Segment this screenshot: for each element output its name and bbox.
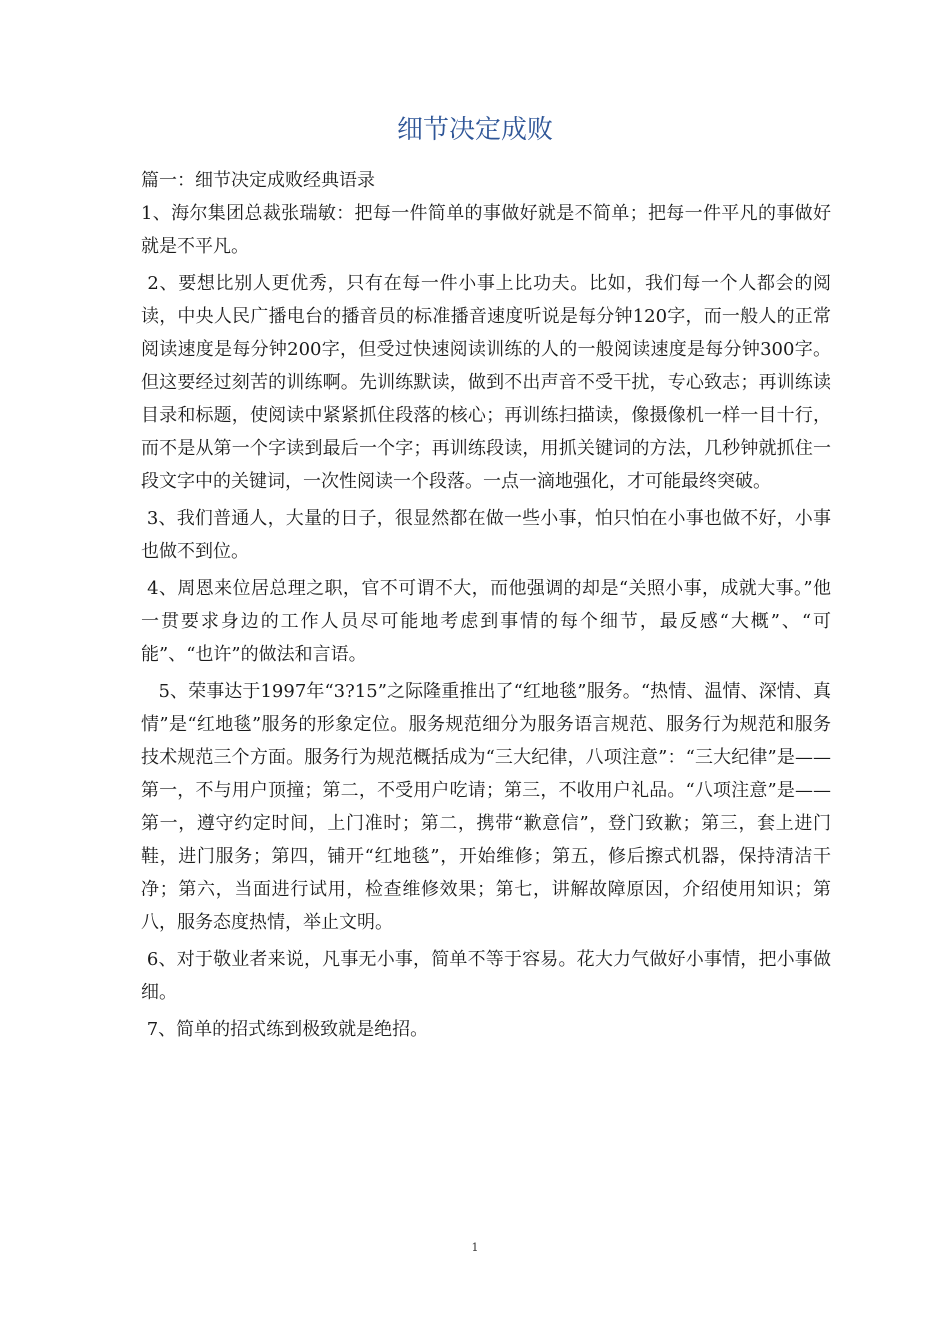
paragraph-6: 6、对于敬业者来说，凡事无小事，简单不等于容易。花大力气做好小事情，把小事做细。 (141, 949, 831, 1003)
subheading: 篇一：细节决定成败经典语录 (141, 170, 375, 191)
document-title: 细节决定成败 (396, 115, 553, 145)
page-number: 1 (471, 1241, 479, 1254)
document-body (141, 164, 831, 1046)
paragraph-2: 2、要想比别人更优秀，只有在每一件小事上比功夫。比如，我们每一个人都会的阅读，中央人民广播电台的播音员的标准播音速度听说是每分钟120字，而一般人的正常阅读速度是每分钟200字，但受过快速阅读训练的人的一般阅读速度是每分钟300字。但这要经过刻苦的训练啊。先训练默读，做到不出声音不受干扰，专心致志；再训练读目录和标题，使阅读中紧紧抓住段落的核心；再训练扫描读，像摄像机一样一目十行，而不是从第一个字读到最后一个字；再训练段读，用抓关键词的方法，几秒钟就抓住一段文字中的关键词，一次性阅读一个段落。一点一滴地强化，才可能最终突破。 (141, 273, 831, 492)
paragraph-7: 7、简单的招式练到极致就是绝招。 (141, 1019, 429, 1040)
paragraph-5: 5、荣事达于1997年“3?15”之际隆重推出了“红地毯”服务。“热情、温情、深情、真情”是“红地毯”服务的形象定位。服务规范细分为服务语言规范、服务行为规范和服务技术规范三个方面。服务行为规范概括成为“三大纪律，八项注意”：“三大纪律”是——第一，不与用户顶撞；第二，不受用户吃请；第三，不收用户礼品。“八项注意”是——第一，遵守约定时间，上门准时；第二，携带“歉意信”，登门致歉；第三，套上进门鞋，进门服务；第四，铺开“红地毯”，开始维修；第五，修后擦式机器，保持清洁干净；第六，当面进行试用，检查维修效果；第七，讲解故障原因，介绍使用知识；第八，服务态度热情，举止文明。 (141, 681, 831, 933)
paragraph-4: 4、周恩来位居总理之职，官不可谓不大，而他强调的却是“关照小事，成就大事。”他一贯要求身边的工作人员尽可能地考虑到事情的每个细节，最反感“大概”、“可能”、“也许”的做法和言语。 (141, 578, 831, 665)
paragraph-1: 1、海尔集团总裁张瑞敏：把每一件简单的事做好就是不简单；把每一件平凡的事做好就是不平凡。 (141, 203, 831, 257)
paragraph-3: 3、我们普通人，大量的日子，很显然都在做一些小事，怕只怕在小事也做不好，小事也做不到位。 (141, 508, 831, 562)
